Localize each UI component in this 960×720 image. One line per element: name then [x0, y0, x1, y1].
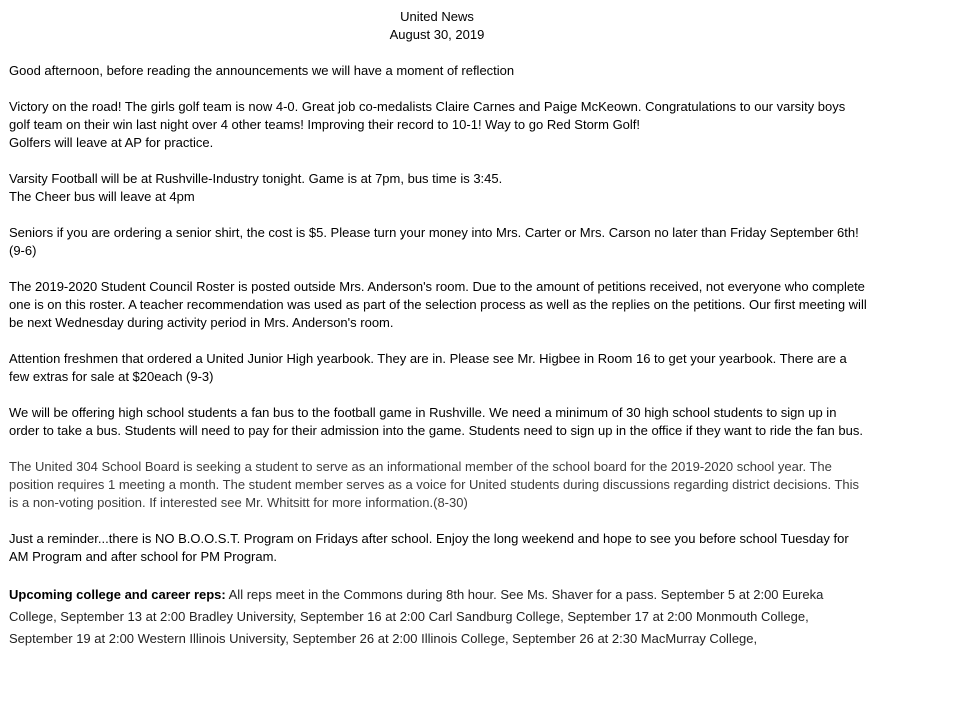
announcement-football: Varsity Football will be at Rushville-Industry tonight. Game is at 7pm, bus time is 3:45. The Cheer bus will leave at 4pm — [9, 171, 503, 204]
announcement-yearbook: Attention freshmen that ordered a United Junior High yearbook. They are in. Please see Mr. Higbee in Room 16 to get your yearbook. There are a few extras for sale at $20each (9-3) — [9, 351, 847, 384]
announcement-reflection: Good afternoon, before reading the announcements we will have a moment of reflection — [9, 63, 515, 78]
announcement-student-council: The 2019-2020 Student Council Roster is posted outside Mrs. Anderson's room. Due to the amount of petitions received, not everyone who complete one is on this roster. A teacher recommendation was used as part of the selection process as well as the replies on the petitions. Our first meeting will be next Wednesday during activity period in Mrs. Anderson's room. — [9, 279, 867, 330]
college-reps-paragraph — [9, 584, 869, 650]
newsletter-title: United News — [400, 9, 474, 24]
college-reps-schedule: All reps meet in the Commons during 8th hour. See Ms. Shaver for a pass. September 5 at 2:00 Eureka College, September 13 at 2:00 Bradley University, September 16 at 2:00 Carl Sandburg College, September 17 at 2:00 Monmouth College, September 19 at 2:00 Western Illinois University, September 26 at 2:00 Illinois College, September 26 at 2:30 MacMurray College, — [9, 587, 824, 646]
announcement-boost-program: Just a reminder...there is NO B.O.O.S.T. Program on Fridays after school. Enjoy the long weekend and hope to see you before school Tuesday for AM Program and after school for PM Program. — [9, 531, 849, 564]
document-header — [9, 8, 865, 44]
newsletter-date: August 30, 2019 — [389, 27, 485, 42]
college-reps-heading: Upcoming college and career reps: — [9, 587, 226, 602]
announcement-school-board: The United 304 School Board is seeking a student to serve as an informational member of the school board for the 2019-2020 school year. The position requires 1 meeting a month. The student member serves as a voice for United students during discussions regarding district decisions. This is a non-voting position. If interested see Mr. Whitsitt for more information.(8-30) — [9, 459, 860, 510]
announcement-golf: Victory on the road! The girls golf team is now 4-0. Great job co-medalists Claire Carnes and Paige McKeown. Congratulations to our varsity boys golf team on their win last night over 4 other teams! Improving their record to 10-1! Way to go Red Storm Golf! Golfers will leave at AP for practice. — [9, 99, 846, 150]
announcement-senior-shirt: Seniors if you are ordering a senior shirt, the cost is $5. Please turn your money into Mrs. Carter or Mrs. Carson no later than Friday September 6th! (9-6) — [9, 225, 859, 258]
announcements-document — [9, 8, 869, 650]
announcement-fan-bus: We will be offering high school students a fan bus to the football game in Rushville. We need a minimum of 30 high school students to sign up in order to take a bus. Students will need to pay for their admission into the game. Students need to sign up in the office if they want to ride the fan bus. — [9, 405, 863, 438]
